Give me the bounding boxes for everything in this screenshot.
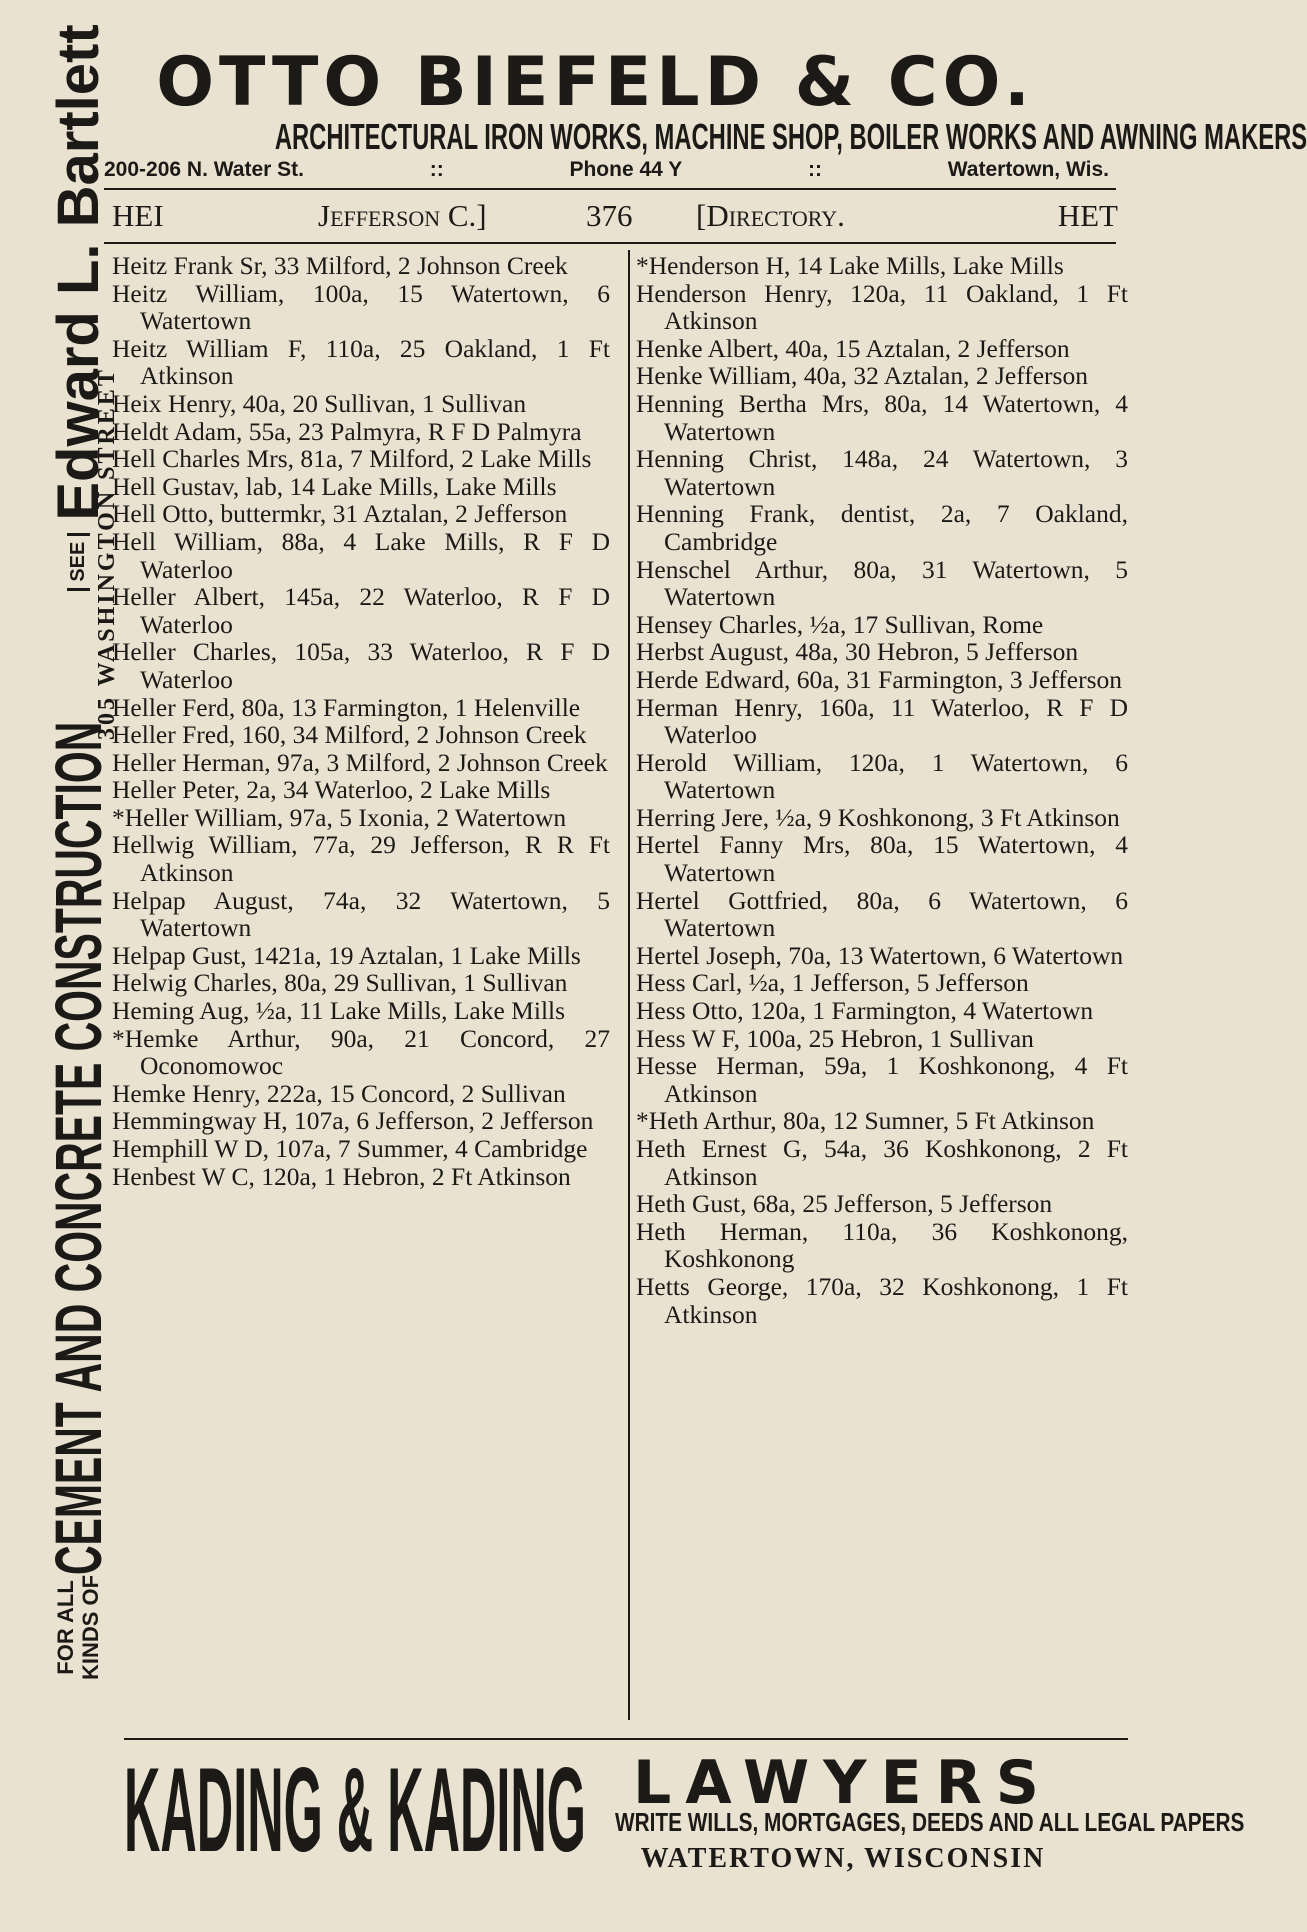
ad-separator: :: — [429, 158, 444, 181]
county-label: Jefferson C.] — [318, 198, 487, 233]
directory-entry: Hemke Henry, 222a, 15 Concord, 2 Sullivan — [112, 1078, 566, 1108]
directory-entry: Hetts George, 170a, 32 Koshkonong, 1 Ft Atkinson — [636, 1271, 1128, 1329]
directory-entry: Hellwig William, 77a, 29 Jefferson, R R Ft Atkinson — [112, 830, 610, 888]
directory-entry: *Heller William, 97a, 5 Ixonia, 2 Watertown — [112, 802, 567, 832]
directory-entry: Heldt Adam, 55a, 23 Palmyra, R F D Palmyra — [112, 416, 582, 446]
directory-entry: Helpap Gust, 1421a, 19 Aztalan, 1 Lake Mills — [112, 940, 581, 970]
ad-contact-line — [104, 157, 1109, 183]
directory-entry: Heth Ernest G, 54a, 36 Koshkonong, 2 Ft Atkinson — [636, 1134, 1128, 1191]
directory-entry: Hell Charles Mrs, 81a, 7 Milford, 2 Lake Mills — [112, 444, 592, 474]
ad-address: 200-206 N. Water St. — [104, 158, 304, 181]
directory-entry: Henke William, 40a, 32 Aztalan, 2 Jefferson — [636, 361, 1088, 391]
directory-entry: Helpap August, 74a, 32 Watertown, 5 Watertown — [112, 885, 610, 943]
directory-entry: *Heth Arthur, 80a, 12 Sumner, 5 Ft Atkinson — [636, 1106, 1095, 1136]
directory-column-right — [636, 252, 1128, 1328]
directory-entry: Hensey Charles, ½a, 17 Sullivan, Rome — [636, 609, 1044, 639]
side-ad-street: 305 WASHINGTON STREET — [94, 367, 120, 740]
directory-entry: Henning Frank, dentist, 2a, 7 Oakland, Cambridge — [636, 499, 1128, 556]
header-rule-top — [104, 188, 1116, 190]
ad-services-line: ARCHITECTURAL IRON WORKS, MACHINE SHOP, BOILER WORKS AND AWNING MAKERS — [274, 116, 1307, 157]
directory-entry: Hell Otto, buttermkr, 31 Aztalan, 2 Jefferson — [112, 499, 568, 529]
directory-entry: Hess Carl, ½a, 1 Jefferson, 5 Jefferson — [636, 968, 1029, 998]
directory-entry: Heller Charles, 105a, 33 Waterloo, R F D Waterloo — [112, 637, 610, 694]
side-ad-see: SEE — [67, 533, 90, 591]
column-divider — [628, 250, 630, 1720]
directory-entry: Heller Fred, 160, 34 Milford, 2 Johnson Creek — [112, 720, 587, 750]
directory-entry: Heller Albert, 145a, 22 Waterloo, R F D Waterloo — [112, 582, 610, 639]
directory-entry: Henschel Arthur, 80a, 31 Watertown, 5 Watertown — [636, 554, 1128, 612]
bottom-ad-city: WATERTOWN, WISCONSIN — [640, 1843, 1046, 1874]
side-ad-for-all-line2: KINDS OF — [78, 1574, 103, 1680]
directory-entry: Heitz William F, 110a, 25 Oakland, 1 Ft Atkinson — [112, 333, 610, 391]
directory-entry: Herbst August, 48a, 30 Hebron, 5 Jefferson — [636, 637, 1079, 667]
directory-entry: Henbest W C, 120a, 1 Hebron, 2 Ft Atkinson — [112, 1161, 571, 1191]
directory-entry: Henderson Henry, 120a, 11 Oakland, 1 Ft Atkinson — [636, 278, 1128, 336]
side-ad-work: CEMENT AND CONCRETE CONSTRUCTION — [41, 721, 115, 1575]
directory-entry: Heth Herman, 110a, 36 Koshkonong, Koshkonong — [636, 1216, 1128, 1274]
directory-entry: Hell Gustav, lab, 14 Lake Mills, Lake Mills — [112, 471, 557, 501]
header-rule-bottom — [104, 242, 1116, 244]
guide-word-right: HET — [1057, 198, 1118, 233]
directory-entry: Hertel Joseph, 70a, 13 Watertown, 6 Watertown — [636, 940, 1124, 970]
directory-entry: Henning Bertha Mrs, 80a, 14 Watertown, 4 Watertown — [636, 388, 1128, 446]
directory-entry: Heix Henry, 40a, 20 Sullivan, 1 Sullivan — [112, 388, 527, 418]
directory-entry: Herold William, 120a, 1 Watertown, 6 Watertown — [636, 747, 1128, 805]
side-ad-name: Edward L. Bartlett — [45, 24, 111, 521]
directory-entry: Herman Henry, 160a, 11 Waterloo, R F D Waterloo — [636, 692, 1128, 750]
directory-entry: Henke Albert, 40a, 15 Aztalan, 2 Jefferson — [636, 333, 1070, 363]
directory-entry: *Hemke Arthur, 90a, 21 Concord, 27 Oconomowoc — [112, 1023, 610, 1081]
directory-entry: Hemphill W D, 107a, 7 Summer, 4 Cambridge — [112, 1134, 588, 1163]
side-ad-for-all — [53, 1575, 103, 1680]
directory-entry: Hertel Fanny Mrs, 80a, 15 Watertown, 4 Watertown — [636, 830, 1128, 888]
directory-entry: Heth Gust, 68a, 25 Jefferson, 5 Jefferson — [636, 1189, 1053, 1219]
side-ad-for-all-line1: FOR ALL — [53, 1580, 78, 1675]
directory-entry: Heitz Frank Sr, 33 Milford, 2 Johnson Creek — [112, 251, 568, 280]
ad-city: Watertown, Wis. — [947, 158, 1109, 181]
bottom-ad-firm: KADING & KADING — [124, 1743, 586, 1877]
bottom-ad-services: WRITE WILLS, MORTGAGES, DEEDS AND ALL LEGAL PAPERS — [615, 1807, 1245, 1837]
directory-entry: Hell William, 88a, 4 Lake Mills, R F D Waterloo — [112, 526, 610, 584]
directory-column-left — [112, 252, 610, 1190]
ad-separator: :: — [808, 158, 823, 181]
footer-rule — [124, 1738, 1128, 1740]
directory-entry: Helwig Charles, 80a, 29 Sullivan, 1 Sullivan — [112, 968, 568, 998]
directory-entry: *Henderson H, 14 Lake Mills, Lake Mills — [636, 251, 1064, 280]
directory-entry: Heller Ferd, 80a, 13 Farmington, 1 Helenville — [112, 692, 581, 722]
directory-entry: Heitz William, 100a, 15 Watertown, 6 Watertown — [112, 278, 610, 336]
page-number: 376 — [586, 198, 633, 233]
running-header — [112, 198, 1118, 234]
directory-entry: Hemmingway H, 107a, 6 Jefferson, 2 Jefferson — [112, 1106, 594, 1136]
guide-word-left: HEI — [112, 198, 164, 233]
section-label: [Directory. — [696, 198, 845, 233]
directory-entry: Hess W F, 100a, 25 Hebron, 1 Sullivan — [636, 1023, 1034, 1053]
directory-entry: Herde Edward, 60a, 31 Farmington, 3 Jefferson — [636, 664, 1123, 694]
directory-entry: Heming Aug, ½a, 11 Lake Mills, Lake Mills — [112, 996, 566, 1026]
directory-entry: Hess Otto, 120a, 1 Farmington, 4 Watertown — [636, 996, 1094, 1026]
directory-entry: Hesse Herman, 59a, 1 Koshkonong, 4 Ft Atkinson — [636, 1051, 1128, 1108]
bottom-ad-profession: LAWYERS — [632, 1748, 1053, 1818]
ad-company-name: OTTO BIEFELD & CO. — [156, 43, 1035, 122]
directory-entry: Heller Herman, 97a, 3 Milford, 2 Johnson Creek — [112, 747, 608, 777]
directory-entry: Hertel Gottfried, 80a, 6 Watertown, 6 Watertown — [636, 885, 1128, 943]
directory-entry: Henning Christ, 148a, 24 Watertown, 3 Watertown — [636, 444, 1128, 501]
ad-phone: Phone 44 Y — [569, 158, 683, 181]
directory-entry: Heller Peter, 2a, 34 Waterloo, 2 Lake Mills — [112, 775, 551, 805]
directory-entry: Herring Jere, ½a, 9 Koshkonong, 3 Ft Atkinson — [636, 802, 1120, 832]
